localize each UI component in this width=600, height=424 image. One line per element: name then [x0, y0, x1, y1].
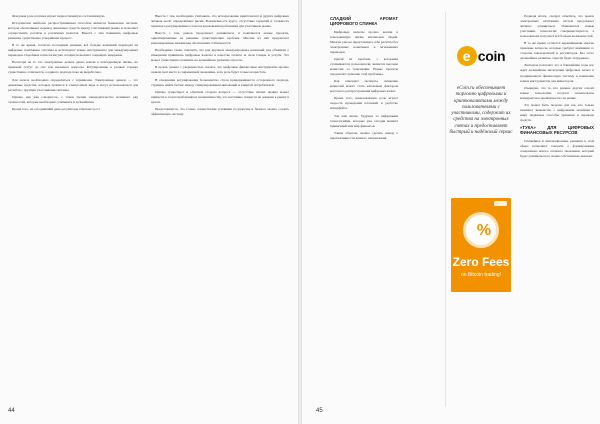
paragraph: Специфика и инновационные решения в этой сфере позволяют говорить о формировании совершенно нового сегмента экономики, который будет развиваться по своим собственным законам.: [520, 138, 594, 158]
ecoin-logo: [449, 40, 513, 72]
bitcoin-percent-icon: [463, 212, 499, 248]
column-2: [151, 14, 289, 400]
paragraph: Несмотря на то что электронные деньги давно вошли в повседневную жизнь, их правовой статус до сих пор вызывает вопросы. Регулирование в разных странах существенно отличается, а единого подхода пока не выработано.: [8, 60, 138, 75]
left-page: [0, 0, 298, 424]
column-rule: [445, 12, 446, 407]
percent-glyph: %: [476, 222, 492, 239]
paragraph: Однако существует и обратная сторона вопроса — отсутствие чётких правил может привести к злоупотреблениям и мошенничеству, что негативно скажется на доверии к рынку в целом.: [151, 89, 289, 104]
paragraph: В то же время, согласно последним данным, всё больше компаний переходят на цифровые платёжные системы и используют новые инструменты для международных переводов. Подобные технологии уже сегодня позволяют сокращать издержки.: [8, 43, 138, 58]
paragraph: Вместе с тем, рынок продолжает развиваться, и появляются новые проекты, ориентированные на решение существующих проблем. Многие из них предлагают инновационные механизмы обеспечения стабильности.: [151, 31, 289, 46]
paragraph: Фондовая роль платежа играет первостепенную составляющую.: [12, 14, 106, 18]
ad-subline: on Bitcoin trading!: [460, 272, 502, 278]
paragraph: Исторически наиболее распространённым способом является банковская система, которая обеспечивает перевод денежных средств между участниками рынка и позволяет осуществлять расчёты в различных валютах. Вместе с тем появились цифровые решения, существенно ускорившие процесс.: [8, 21, 138, 41]
paragraph: Это может быть полезно для тех, кто только начинает знакомство с цифровыми активами и ищет надёжные способы хранения и перевода средств.: [520, 102, 594, 122]
paragraph: Как отмечают эксперты, снижение комиссий может стать ключевым фактором массового распространения цифровых валют.: [330, 79, 398, 94]
paragraph: Кроме того, на сегодняшний день регуляторы отмечают рост: [12, 106, 101, 111]
sidebar: [449, 14, 513, 136]
section-heading: «ТУКА» ДЛЯ ЦИФРОВЫХ ФИНАНСОВЫХ РЕСУРСОВ: [520, 124, 594, 136]
paragraph: Одной из проблем, с которыми сталкиваются пользователи, является высокая комиссия за транзакции. Новые проекты предлагают решение этой проблемы.: [330, 57, 398, 77]
paragraph: Цифровые валюты прочно вошли в повседневную жизнь миллионов людей. Многие уже не представляют себе расчёты без электронных кошельков и мгновенных переводов.: [330, 29, 398, 54]
paragraph: Вместе с тем, необходимо учитывать, что использование криптовалют и других цифровых активов несёт определённые риски. Волатильность курса, отсутствие гарантий и сложность правового регулирования остаются ключевыми проблемами для участников рынка.: [151, 14, 289, 29]
paragraph: Так или иначе, будущее за цифровыми технологиями, которые уже сегодня меняют привычный нам мир финансов.: [330, 113, 398, 128]
paragraph: Представляется, что только совместными усилиями государства и бизнеса можно создать эффективную систему.: [151, 106, 289, 116]
paragraph: В то же время остаются нерешёнными многие правовые вопросы, которые требуют внимания со стороны законодателей и регуляторов. Без этого дальнейшее развитие отрасли будет затруднено.: [520, 41, 594, 61]
paragraph: Эксперты полагают, что в ближайшие годы нас ждёт дальнейшая интеграция цифровых валют в традиционную финансовую систему и появление новых инструментов для инвесторов.: [520, 63, 594, 83]
paragraph: Подводя итоги, следует отметить, что рынок электронных платёжных систем продолжает активно развиваться. Появляются новые участники, технологии совершенствуются, а пользователи получают всё больше возможностей.: [520, 14, 594, 39]
paragraph: Однако, как уже говорилось, с точки зрения законодательства возникает ряд сложностей, которые необходимо учитывать в дальнейшем.: [8, 94, 138, 104]
paragraph: Таким образом, можно сделать вывод о перспективности данного направления.: [330, 130, 398, 140]
column-4: [520, 14, 594, 400]
paragraph: Кроме того, немаловажную роль играет скорость проведения платежей и удобство интерфейса.: [330, 96, 398, 111]
paragraph: Очевидно, что те, кто раньше других освоит новые технологии, получат значительное конкурентное преимущество на рынке.: [520, 85, 594, 100]
column-3: [330, 14, 398, 400]
zero-fees-ad: [451, 198, 511, 292]
paragraph: Для начала необходимо определиться с терминами. Электронные деньги — это денежные средства, которые хранятся в электронном виде и могут использоваться для расчётов с другими участниками системы.: [8, 77, 138, 92]
section-heading: СЛАДКИЙ АРОМАТ ЦИФРОВОГО СПИНКА: [330, 16, 398, 27]
ad-brand-logo: [494, 201, 507, 206]
column-1: [8, 14, 138, 400]
ecoin-coin-icon: e: [457, 46, 477, 66]
ecoin-wordmark: coin: [477, 48, 506, 64]
paragraph: В целом, можно с уверенностью сказать, что цифровые финансовые инструменты прочно заняли своё место в современной экономике, и их роль будет только возрастать.: [151, 65, 289, 75]
page-number-right: 45: [316, 408, 323, 414]
page-number-left: 44: [8, 408, 15, 414]
paragraph: В отношении регулирования большинство стран придерживаются осторожного подхода, стремясь найти баланс между стимулированием инноваций и защитой потребителей.: [151, 77, 289, 87]
ad-headline: Zero Fees: [452, 255, 510, 269]
pull-quote: eCoin.ru обеспечивает торговлю цифровыми и криптовалютами между пользователями с участниками, содержит их средства на электронных счетах и предоставляет быстрый и надёжный сервис: [449, 86, 513, 136]
paragraph: Необходимо также отметить, что ряд крупных международных компаний уже объявили о намерении принимать цифровые валюты в качестве оплаты за свои товары и услуги. Это может существенно повлиять на дальнейшее развитие отрасли.: [151, 48, 289, 63]
